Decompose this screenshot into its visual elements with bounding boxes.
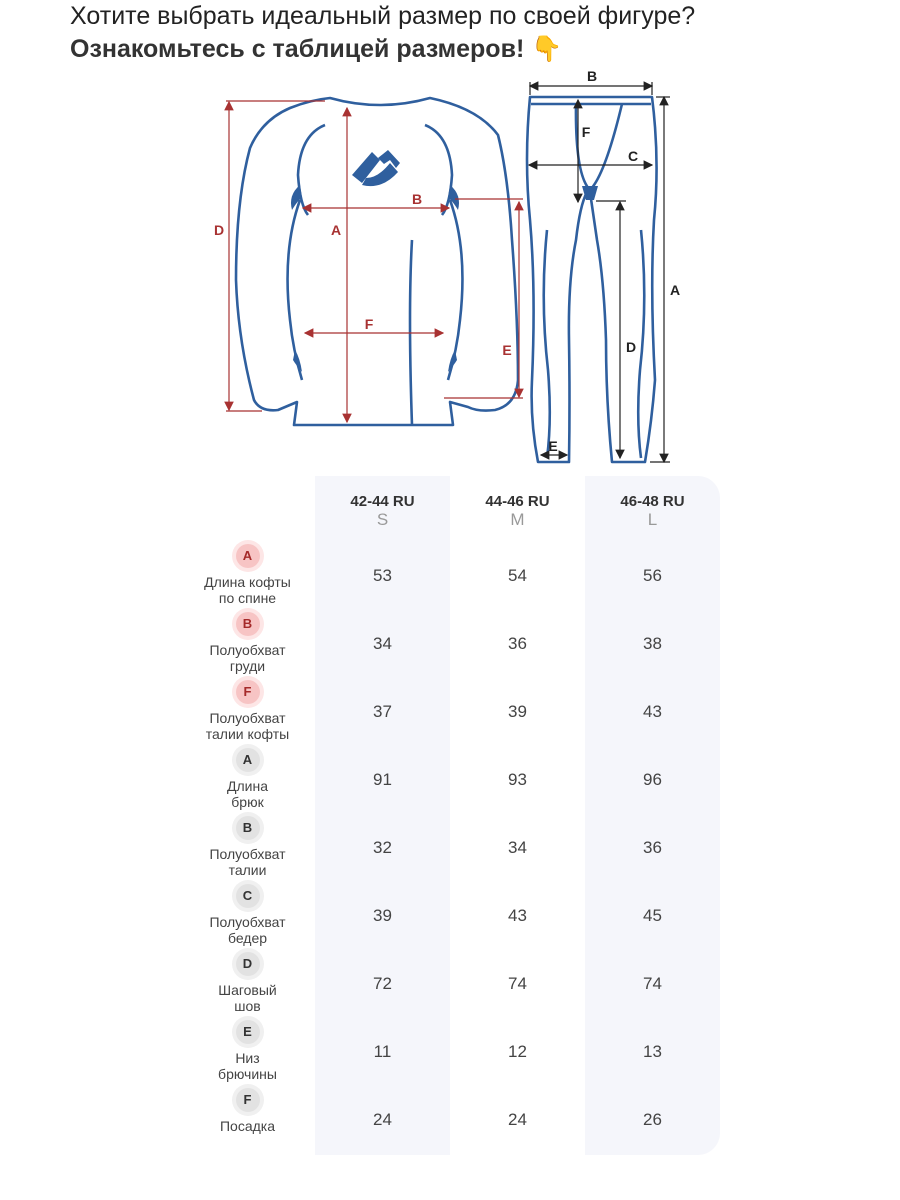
row-label-line2: груди [229,658,266,674]
shirt-left-raglan-seam [298,125,325,215]
headline [70,0,890,66]
cell-s: 91 [373,770,392,789]
table-row [0,882,900,950]
row-label-line1: Полуобхват [209,642,286,658]
cell-l: 56 [643,566,662,585]
row-label [190,882,305,946]
table-row [0,746,900,814]
row-label [190,950,305,1014]
row-badge: F [236,1088,260,1112]
cell-s: 11 [373,1042,392,1061]
shirt-drawing [236,98,518,425]
shirt-dark-panels [291,185,459,372]
cell-m: 39 [508,702,527,721]
cell-l: 13 [643,1042,662,1061]
row-label-line1: Низ [235,1050,260,1066]
cell-m: 54 [508,566,527,585]
row-badge: C [236,884,260,908]
row-label-line1: Шаговый [218,982,277,998]
pants-label-e: E [548,438,558,454]
row-badge: B [236,612,260,636]
row-label [190,678,305,742]
row-label-line1: Полуобхват [209,846,286,862]
row-label-line2: брюк [231,794,264,810]
row-badge: D [236,952,260,976]
column-size-letter: S [376,510,389,529]
row-label-line1: Полуобхват [209,914,286,930]
pants-label-a: A [669,282,681,298]
column-size-range: 42-44 RU [350,493,415,510]
table-row [0,610,900,678]
shirt-outline [236,98,518,425]
table-row [0,1018,900,1086]
cell-m: 93 [508,770,527,789]
row-label [190,746,305,810]
cell-s: 34 [373,634,392,653]
cell-m: 36 [508,634,527,653]
row-label [190,610,305,674]
row-badge: A [236,544,260,568]
pants-left-inseam [544,230,550,458]
pants-label-f: F [581,124,591,140]
cell-s: 53 [373,566,392,585]
shirt-label-a: A [330,222,342,238]
column-header-s [315,493,450,528]
cell-l: 43 [643,702,662,721]
row-label-line2: талии кофты [205,726,290,742]
cell-m: 74 [508,974,527,993]
cell-s: 72 [373,974,392,993]
cell-l: 74 [643,974,662,993]
row-badge: F [236,680,260,704]
pants-label-b: B [586,70,598,84]
shirt-label-e: E [502,342,512,358]
row-label [190,814,305,878]
column-size-letter: M [510,510,525,529]
column-header-l [585,493,720,528]
brand-logo-icon [352,150,400,186]
row-label-line2: шов [234,998,261,1014]
column-header-m [450,493,585,528]
cell-s: 32 [373,838,392,857]
row-label-line2: бедер [227,930,268,946]
headline-call-to-action [70,32,890,66]
cell-l: 38 [643,634,662,653]
size-diagram [0,70,900,470]
row-label-line1: Полуобхват [209,710,286,726]
table-row [0,678,900,746]
shirt-measurements [226,101,523,422]
table-row [0,814,900,882]
row-badge: B [236,816,260,840]
headline-call-to-action-text: Ознакомьтесь с таблицей размеров! [70,35,525,63]
pants-label-d: D [625,339,637,355]
cell-l: 26 [643,1110,662,1129]
row-label-line1: Длина кофты [204,574,291,590]
row-label-line2: по спине [218,590,277,606]
cell-l: 45 [643,906,662,925]
column-size-range: 46-48 RU [620,493,685,510]
pointing-down-icon: 👇 [531,34,563,63]
pants-crotch-seam [576,104,622,190]
row-badge: E [236,1020,260,1044]
column-size-range: 44-46 RU [485,493,550,510]
table-row [0,1086,900,1154]
row-label-line2: талии [228,862,267,878]
shirt-label-f: F [364,316,374,332]
cell-m: 12 [508,1042,527,1061]
row-label [190,542,305,606]
cell-s: 39 [373,906,392,925]
cell-m: 43 [508,906,527,925]
shirt-right-raglan-seam [425,125,452,215]
shirt-label-b: B [411,191,423,207]
row-label [190,1018,305,1082]
row-badge: A [236,748,260,772]
pants-right-inseam [638,230,644,458]
cell-m: 24 [508,1110,527,1129]
row-label [190,1086,305,1134]
cell-m: 34 [508,838,527,857]
row-label-line1: Посадка [219,1118,276,1134]
table-row [0,950,900,1018]
pants-measure-labels [548,70,680,454]
table-row [0,542,900,610]
headline-question: Хотите выбрать идеальный размер по своей фигуре? [70,2,696,30]
column-size-letter: L [647,510,658,529]
row-label-line1: Длина [227,778,268,794]
cell-s: 24 [373,1110,392,1129]
pants-label-c: C [627,148,639,164]
row-label-line2: брючины [218,1066,277,1082]
cell-l: 96 [643,770,662,789]
cell-s: 37 [373,702,392,721]
shirt-label-d: D [213,222,225,238]
cell-l: 36 [643,838,662,857]
